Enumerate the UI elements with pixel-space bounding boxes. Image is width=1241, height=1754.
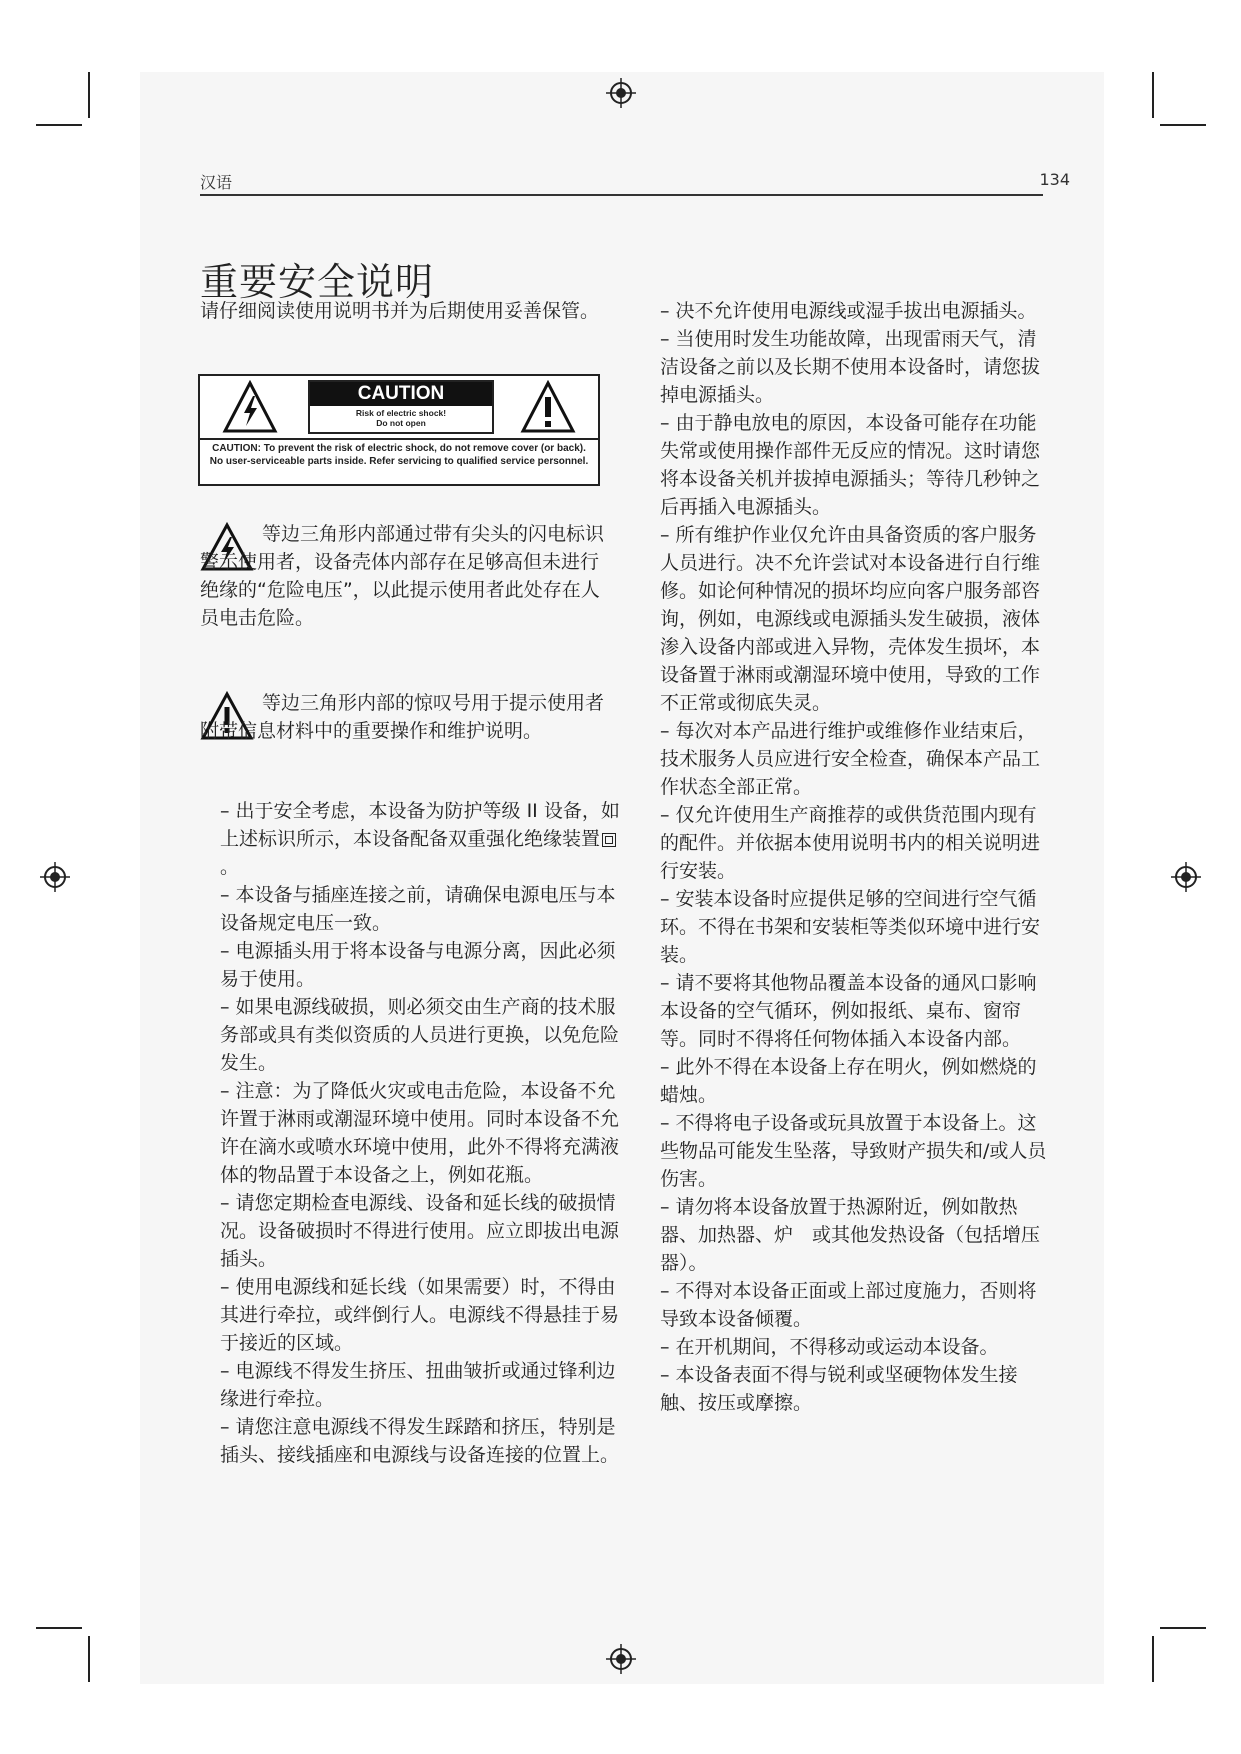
list-item: – 本设备表面不得与锐利或坚硬物体发生接触、按压或摩擦。 — [660, 1364, 1018, 1414]
caution-header — [308, 380, 494, 434]
list-item: – 每次对本产品进行维护或维修作业结束后，技术服务人员应进行安全检查，确保本产品工作状态全部正常。 — [660, 720, 1041, 798]
exclamation-symbol-text: 等边三角形内部的惊叹号用于提示使用者附带信息材料中的重要操作和维护说明。 — [200, 692, 605, 742]
crop-mark — [36, 124, 82, 126]
registration-mark-icon — [606, 1644, 636, 1674]
caution-label — [198, 374, 600, 486]
list-item: – 请您定期检查电源线、设备和延长线的破损情况。设备破损时不得进行使用。应立即拔出电源插头。 — [220, 1192, 620, 1270]
registration-mark-icon — [1171, 862, 1201, 892]
double-insulation-icon — [602, 833, 616, 847]
safety-list-right — [660, 297, 1050, 1417]
lightning-symbol-text: 等边三角形内部通过带有尖头的闪电标识警示使用者，设备壳体内部存在足够高但未进行绝缘的“危险电压”，以此提示使用者此处存在人员电击危险。 — [200, 523, 605, 629]
list-item: – 电源线不得发生挤压、扭曲皱折或通过锋利边缘进行牵拉。 — [220, 1360, 616, 1410]
list-item: – 决不允许使用电源线或湿手拔出电源插头。 — [660, 300, 1037, 322]
lightning-symbol-description — [200, 520, 605, 632]
intro-text: 请仔细阅读使用说明书并为后期使用妥善保管。 — [200, 300, 600, 322]
list-item: – 在开机期间，不得移动或运动本设备。 — [660, 1336, 999, 1358]
page-title: 重要安全说明 — [200, 260, 435, 305]
crop-mark — [1152, 72, 1154, 118]
list-item: – 仅允许使用生产商推荐的或供货范围内现有的配件。并依据本使用说明书内的相关说明进行安装。 — [660, 804, 1041, 882]
crop-mark — [88, 72, 90, 118]
crop-mark — [1160, 124, 1206, 126]
lightning-warning-icon — [222, 380, 278, 434]
list-item: – 当使用时发生功能故障，出现雷雨天气，清洁设备之前以及长期不使用本设备时，请您拔掉电源插头。 — [660, 328, 1041, 406]
list-item: – 请不要将其他物品覆盖本设备的通风口影响本设备的空气循环，例如报纸、桌布、窗帘等。同时不得将任何物体插入本设备内部。 — [660, 972, 1037, 1050]
header-language: 汉语 — [200, 173, 233, 192]
list-item: – 使用电源线和延长线（如果需要）时，不得由其进行牵拉，或绊倒行人。电源线不得悬挂于易于接近的区域。 — [220, 1276, 620, 1354]
list-item: – 不得对本设备正面或上部过度施力，否则将导致本设备倾覆。 — [660, 1280, 1037, 1330]
list-item: – 电源插头用于将本设备与电源分离，因此必须易于使用。 — [220, 940, 616, 990]
header-divider — [200, 194, 1043, 196]
list-item: – 本设备与插座连接之前，请确保电源电压与本设备规定电压一致。 — [220, 884, 616, 934]
list-item: – 所有维护作业仅允许由具备资质的客户服务人员进行。决不允许尝试对本设备进行自行维修。如论何种情况的损坏均应向客户服务部咨询，例如，电源线或电源插头发生破损，液体渗入设备内部或进入异物，壳体发生损坏，本设备置于淋雨或潮湿环境中使用，导致的工作不正常或彻底失灵。 — [660, 524, 1041, 714]
registration-mark-icon — [606, 78, 636, 108]
list-item: – 如果电源线破损，则必须交由生产商的技术服务部或具有类似资质的人员进行更换，以免危险发生。 — [220, 996, 620, 1074]
crop-mark — [1152, 1636, 1154, 1682]
list-item: – 不得将电子设备或玩具放置于本设备上。这些物品可能发生坠落，导致财产损失和/或人员伤害。 — [660, 1112, 1047, 1190]
list-item: – 由于静电放电的原因，本设备可能存在功能失常或使用操作部件无反应的情况。这时请您将本设备关机并拔掉电源插头；等待几秒钟之后再插入电源插头。 — [660, 412, 1041, 518]
caution-subtitle-1: Risk of electric shock! — [355, 408, 447, 418]
crop-mark — [36, 1627, 82, 1629]
list-item: – 安装本设备时应提供足够的空间进行空气循环。不得在书架和安装柜等类似环境中进行安装。 — [660, 888, 1041, 966]
caution-subtitle-2: Do not open — [376, 418, 426, 428]
page-number: 134 — [1039, 170, 1070, 189]
list-item: – 此外不得在本设备上存在明火，例如燃烧的蜡烛。 — [660, 1056, 1037, 1106]
caution-title: CAUTION — [310, 382, 492, 406]
safety-list-left — [220, 797, 620, 1469]
list-item: – 请您注意电源线不得发生踩踏和挤压，特别是插头、接线插座和电源线与设备连接的位置上。 — [220, 1416, 620, 1466]
caution-body: CAUTION: To prevent the risk of electric shock, do not remove cover (or back). No user-serviceable parts inside. Refer servicing to qualified service personnel. — [209, 443, 589, 467]
list-item-text: – 出于安全考虑，本设备为防护等级 II 设备，如上述标识所示，本设备配备双重强化绝缘装置 — [220, 800, 620, 850]
caution-divider — [200, 438, 598, 440]
crop-mark — [1160, 1627, 1206, 1629]
registration-mark-icon — [40, 862, 70, 892]
crop-mark — [88, 1636, 90, 1682]
exclamation-symbol-description — [200, 689, 605, 745]
list-item: – 请勿将本设备放置于热源附近，例如散热器、加热器、炉 或其他发热设备（包括增压器）。 — [660, 1196, 1041, 1274]
list-item: – 出于安全考虑，本设备为防护等级 II 设备，如上述标识所示，本设备配备双重强化绝缘装置。 — [220, 800, 620, 878]
list-item: – 注意：为了降低火灾或电击危险，本设备不允许置于淋雨或潮湿环境中使用。同时本设备不允许在滴水或喷水环境中使用，此外不得将充满液体的物品置于本设备之上，例如花瓶。 — [220, 1080, 620, 1186]
exclamation-warning-icon — [520, 380, 576, 434]
